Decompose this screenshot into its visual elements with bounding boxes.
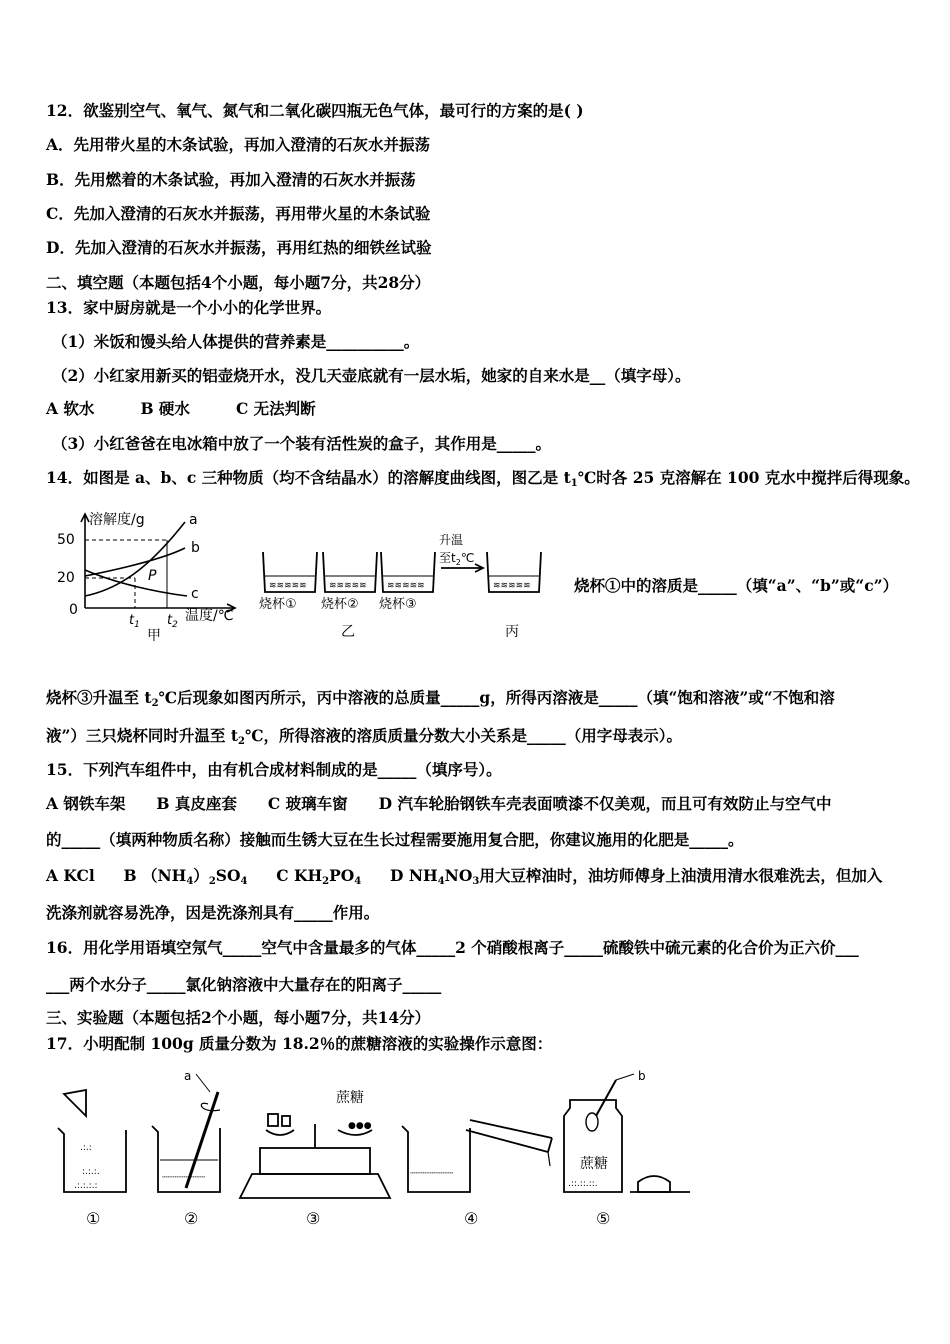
label-b: b [638,1069,646,1083]
q13-option-b: B 硬水 [140,399,190,418]
paper-sheet [64,1090,86,1116]
q13-stem: 13．家中厨房就是一个小小的化学世界。 [46,298,332,317]
arrow-label-top: 升温 [439,533,464,547]
q13-option-a: A 软水 [46,399,95,418]
svg-text:┄┄┄┄┄┄┄┄: ┄┄┄┄┄┄┄┄ [162,1173,206,1183]
section3-heading: 三、实验题（本题包括2个小题，每小题7分，共14分） [46,1008,431,1027]
left-pan [266,1130,294,1135]
svg-text:┄┄┄┄┄┄┄┄: ┄┄┄┄┄┄┄┄ [410,1169,454,1179]
q12-option-d: D．先加入澄清的石灰水并振荡，再用红热的细铁丝试验 [46,238,432,257]
q16-line2: ___两个水分子_____氯化钠溶液中大量存在的阳离子_____ [46,975,442,994]
bottle-stopper [638,1176,670,1192]
arrow-label-bottom: 至$t_2℃$ [439,551,475,567]
q13-part1: （1）米饭和馒头给人体提供的营养素是__________。 [52,332,420,351]
beaker-3-label: 烧杯③ [379,597,417,612]
svg-text:.:.:: .:.: [80,1143,92,1153]
q12-option-c: C．先加入澄清的石灰水并振荡，再用带火星的木条试验 [46,204,431,223]
beaker-bing-caption: 丙 [505,624,519,640]
beakers-caption: 乙 [341,624,355,640]
q12-option-b: B．先用燃着的木条试验，再加入澄清的石灰水并振荡 [46,170,416,189]
beaker-step4 [402,1126,470,1192]
q15-stem: 15．下列汽车组件中，由有机合成材料制成的是_____（填序号）。 [46,760,502,779]
graph-caption: 甲 [147,628,161,644]
step-4-label: ④ [464,1209,479,1228]
q14-line3: 液”）三只烧杯同时升温至 $t_2℃$，所得溶液的溶质质量分数大小关系是_____（用字母表示）。 [46,726,683,747]
q13-part2: （2）小红家用新买的铝壶烧开水，没几天壶底就有一层水垢，她家的自来水是__（填字母）。 [52,366,691,385]
svg-text:≋≋≋≋≋: ≋≋≋≋≋ [269,581,307,591]
label-p: P [148,568,157,584]
svg-text:≋≋≋≋≋: ≋≋≋≋≋ [387,581,425,591]
svg-text:≋≋≋≋≋: ≋≋≋≋≋ [329,581,367,591]
beakers-figure [255,528,555,643]
q15-line3: 的_____（填两种物质名称）接触而生锈大豆在生长过程需要施用复合肥，你建议施用的化肥是_____。 [46,830,744,849]
label-b: b [191,540,200,556]
svg-text:●●●: ●●● [348,1121,372,1131]
beaker-1-label: 烧杯① [259,597,297,612]
label-a: a [189,512,198,528]
q12-stem: 12．欲鉴别空气、氧气、氮气和二氧化碳四瓶无色气体，最可行的方案的是( ) [46,101,584,120]
svg-text::.:.:.: :.:.:. [82,1167,100,1177]
q12-option-a: A．先用带火星的木条试验，再加入澄清的石灰水并振荡 [46,135,431,154]
graph-tick-0: 0 [69,602,78,618]
sugar-label-balance: 蔗糖 [336,1090,364,1106]
step-1-label: ① [86,1209,101,1228]
label-c: c [191,586,199,602]
svg-text:.:.:.:.:: .:.:.:.: [74,1181,98,1191]
q13-options [46,399,316,419]
svg-text:.::.::.::.: .::.::.::. [568,1179,598,1189]
step-5-label: ⑤ [596,1209,611,1228]
q13-option-c: C 无法判断 [235,399,316,418]
cylinder-bottom [466,1130,548,1152]
q13-part3: （3）小红爸爸在电冰箱中放了一个装有活性炭的盒子，其作用是_____。 [52,434,552,453]
sugar-label-bottle: 蔗糖 [580,1156,608,1172]
graph-tick-50: 50 [57,532,75,548]
graph-ylabel: 溶解度/g [89,512,145,528]
q16-line1: 16．用化学用语填空氖气_____空气中含量最多的气体_____2 个硝酸根离子_____硫酸铁中硫元素的化合价为正六价___ [46,938,859,957]
curve-b [85,548,185,576]
curve-a [85,522,185,596]
label-a: a [184,1069,192,1083]
q14-stem: 14．如图是 a、b、c 三种物质（均不含结晶水）的溶解度曲线图，图乙是 $t_1℃$时各 25 克溶解在 100 克水中搅拌后得现象。 [46,468,920,489]
balance-base [240,1174,390,1198]
step-3-label: ③ [306,1209,321,1228]
solubility-graph [55,508,260,643]
section2-heading: 二、填空题（本题包括4个小题，每小题7分，共28分） [46,273,431,292]
q14-beaker1-question: 烧杯①中的溶质是_____（填“a”、“b”或“c”） [574,576,899,595]
q15-line5: 洗涤剂就容易洗净，因是洗涤剂具有_____作用。 [46,903,380,922]
step-2-label: ② [184,1209,199,1228]
q15-line2: A 钢铁车架 B 真皮座套 C 玻璃车窗 D 汽车轮胎钢铁车壳表面喷漆不仅美观，而且可有效防止与空气中 [46,794,832,813]
label-t2: $t_2$ [167,613,178,630]
graph-tick-20: 20 [57,570,75,586]
q14-line2: 烧杯③升温至 $t_2℃$后现象如图丙所示，丙中溶液的总质量_____g，所得丙溶液是_____（填“饱和溶液”或“不饱和溶 [46,688,835,709]
svg-text:≋≋≋≋≋: ≋≋≋≋≋ [493,581,531,591]
spoon [596,1080,616,1116]
lab-figure [50,1069,700,1228]
beaker-2-label: 烧杯② [321,597,359,612]
q17-stem: 17．小明配制 100g 质量分数为 18.2％的蔗糖溶液的实验操作示意图： [46,1034,553,1053]
graph-xlabel: 温度/℃ [185,608,234,624]
q15-line4: A KCl B $(NH_4)_2SO_4$ C $KH_2PO_4$ D $NH_4NO_3$用大豆榨油时，油坊师傅身上油渍用清水很难洗去，但加入 [46,866,883,887]
label-t1: $t_1$ [129,613,140,630]
